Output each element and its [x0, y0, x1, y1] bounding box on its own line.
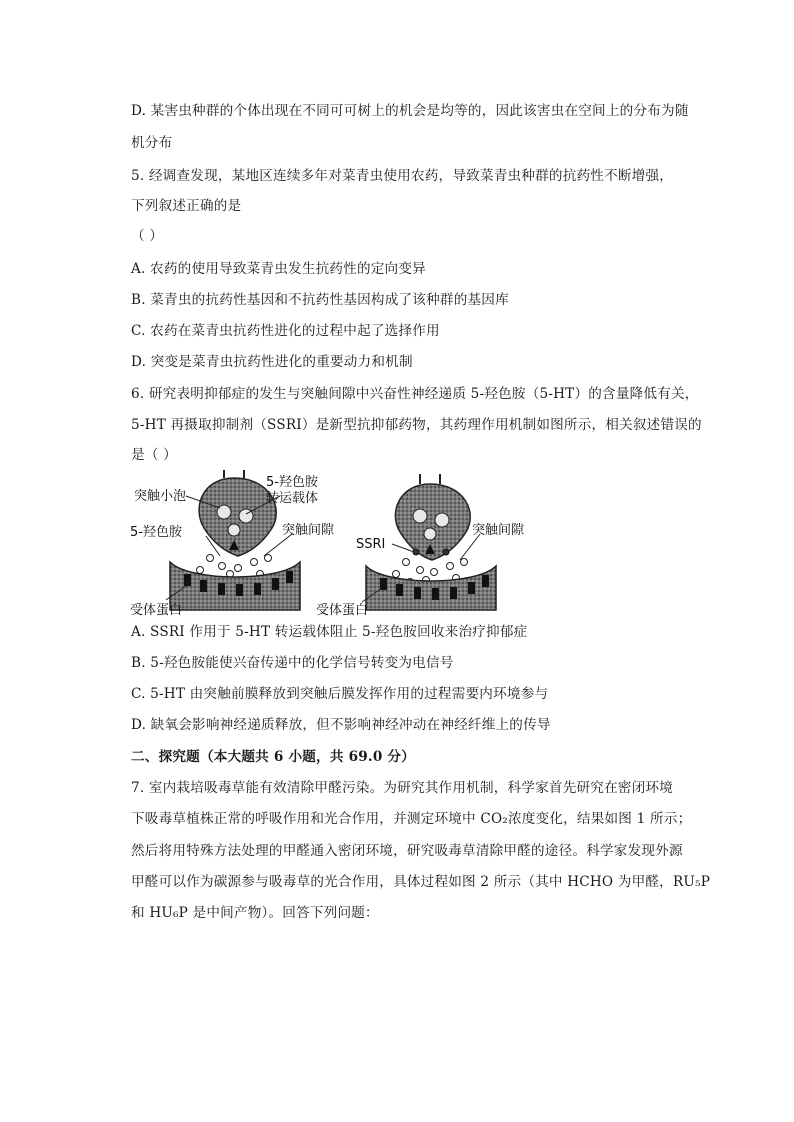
- question-7-stem-line2: 下吸毒草植株正常的呼吸作用和光合作用，并测定环境中 CO₂浓度变化，结果如图 1 所示；: [131, 811, 692, 827]
- question-5-stem-line1: 5. 经调查发现，某地区连续多年对菜青虫使用农药，导致菜青虫种群的抗药性不断增强，: [131, 168, 674, 184]
- section-2-heading: 二、探究题（本大题共 6 小题，共 69.0 分）: [131, 749, 415, 765]
- question-5-option-b: B. 菜青虫的抗药性基因和不抗药性基因构成了该种群的基因库: [131, 292, 509, 308]
- label-serotonin: 5-羟色胺: [130, 525, 182, 540]
- question-7-stem-line3: 然后将用特殊方法处理的甲醛通入密闭环境，研究吸毒草清除甲醛的途径。科学家发现外源: [131, 843, 683, 859]
- left-synapse-diagram: [130, 470, 335, 616]
- question-5-answer-bracket: （ ）: [131, 228, 164, 244]
- label-receptor-right: 受体蛋白: [316, 603, 369, 616]
- option-4d-line2: 机分布: [131, 135, 173, 151]
- question-5-option-d: D. 突变是菜青虫抗药性进化的重要动力和机制: [131, 354, 413, 370]
- question-7-stem-line4: 甲醛可以作为碳源参与吸毒草的光合作用，具体过程如图 2 所示（其中 HCHO 为甲醛，RU₅P: [131, 874, 711, 890]
- question-7-stem-line1: 7. 室内栽培吸毒草能有效清除甲醛污染。为研究其作用机制，科学家首先研究在密闭环境: [131, 780, 674, 796]
- label-vesicle: 突触小泡: [134, 489, 187, 504]
- question-5-option-a: A. 农药的使用导致菜青虫发生抗药性的定向变异: [131, 261, 426, 277]
- question-6-option-d: D. 缺氧会影响神经递质释放，但不影响神经冲动在神经纤维上的传导: [131, 717, 551, 733]
- question-6-stem-line1: 6. 研究表明抑郁症的发生与突触间隙中兴奋性神经递质 5-羟色胺（5-HT）的含量降低有关，: [131, 386, 699, 402]
- question-6-stem-line2: 5-HT 再摄取抑制剂（SSRI）是新型抗抑郁药物，其药理作用机制如图所示，相关叙述错误的: [131, 417, 702, 433]
- label-ssri: SSRI: [356, 537, 386, 552]
- question-6-stem-line3: 是（ ）: [131, 447, 177, 463]
- right-synapse-diagram: [316, 474, 525, 616]
- label-cleft-right: 突触间隙: [472, 523, 525, 538]
- label-transporter-line2: 转运载体: [266, 491, 319, 506]
- question-7-stem-line5: 和 HU₆P 是中间产物）。回答下列问题：: [131, 905, 379, 921]
- question-5-stem-line2: 下列叙述正确的是: [131, 198, 242, 214]
- option-4d-line1: D. 某害虫种群的个体出现在不同可可树上的机会是均等的，因此该害虫在空间上的分布为随: [131, 103, 689, 119]
- label-cleft-left: 突触间隙: [282, 523, 335, 538]
- synapse-figure: [130, 470, 560, 616]
- question-6-option-a: A. SSRI 作用于 5-HT 转运载体阻止 5-羟色胺回收来治疗抑郁症: [131, 624, 528, 640]
- question-6-option-c: C. 5-HT 由突触前膜释放到突触后膜发挥作用的过程需要内环境参与: [131, 686, 549, 702]
- label-transporter-line1: 5-羟色胺: [266, 475, 318, 490]
- question-5-option-c: C. 农药在菜青虫抗药性进化的过程中起了选择作用: [131, 323, 440, 339]
- question-6-option-b: B. 5-羟色胺能使兴奋传递中的化学信号转变为电信号: [131, 655, 454, 671]
- label-receptor-left: 受体蛋白: [130, 603, 183, 616]
